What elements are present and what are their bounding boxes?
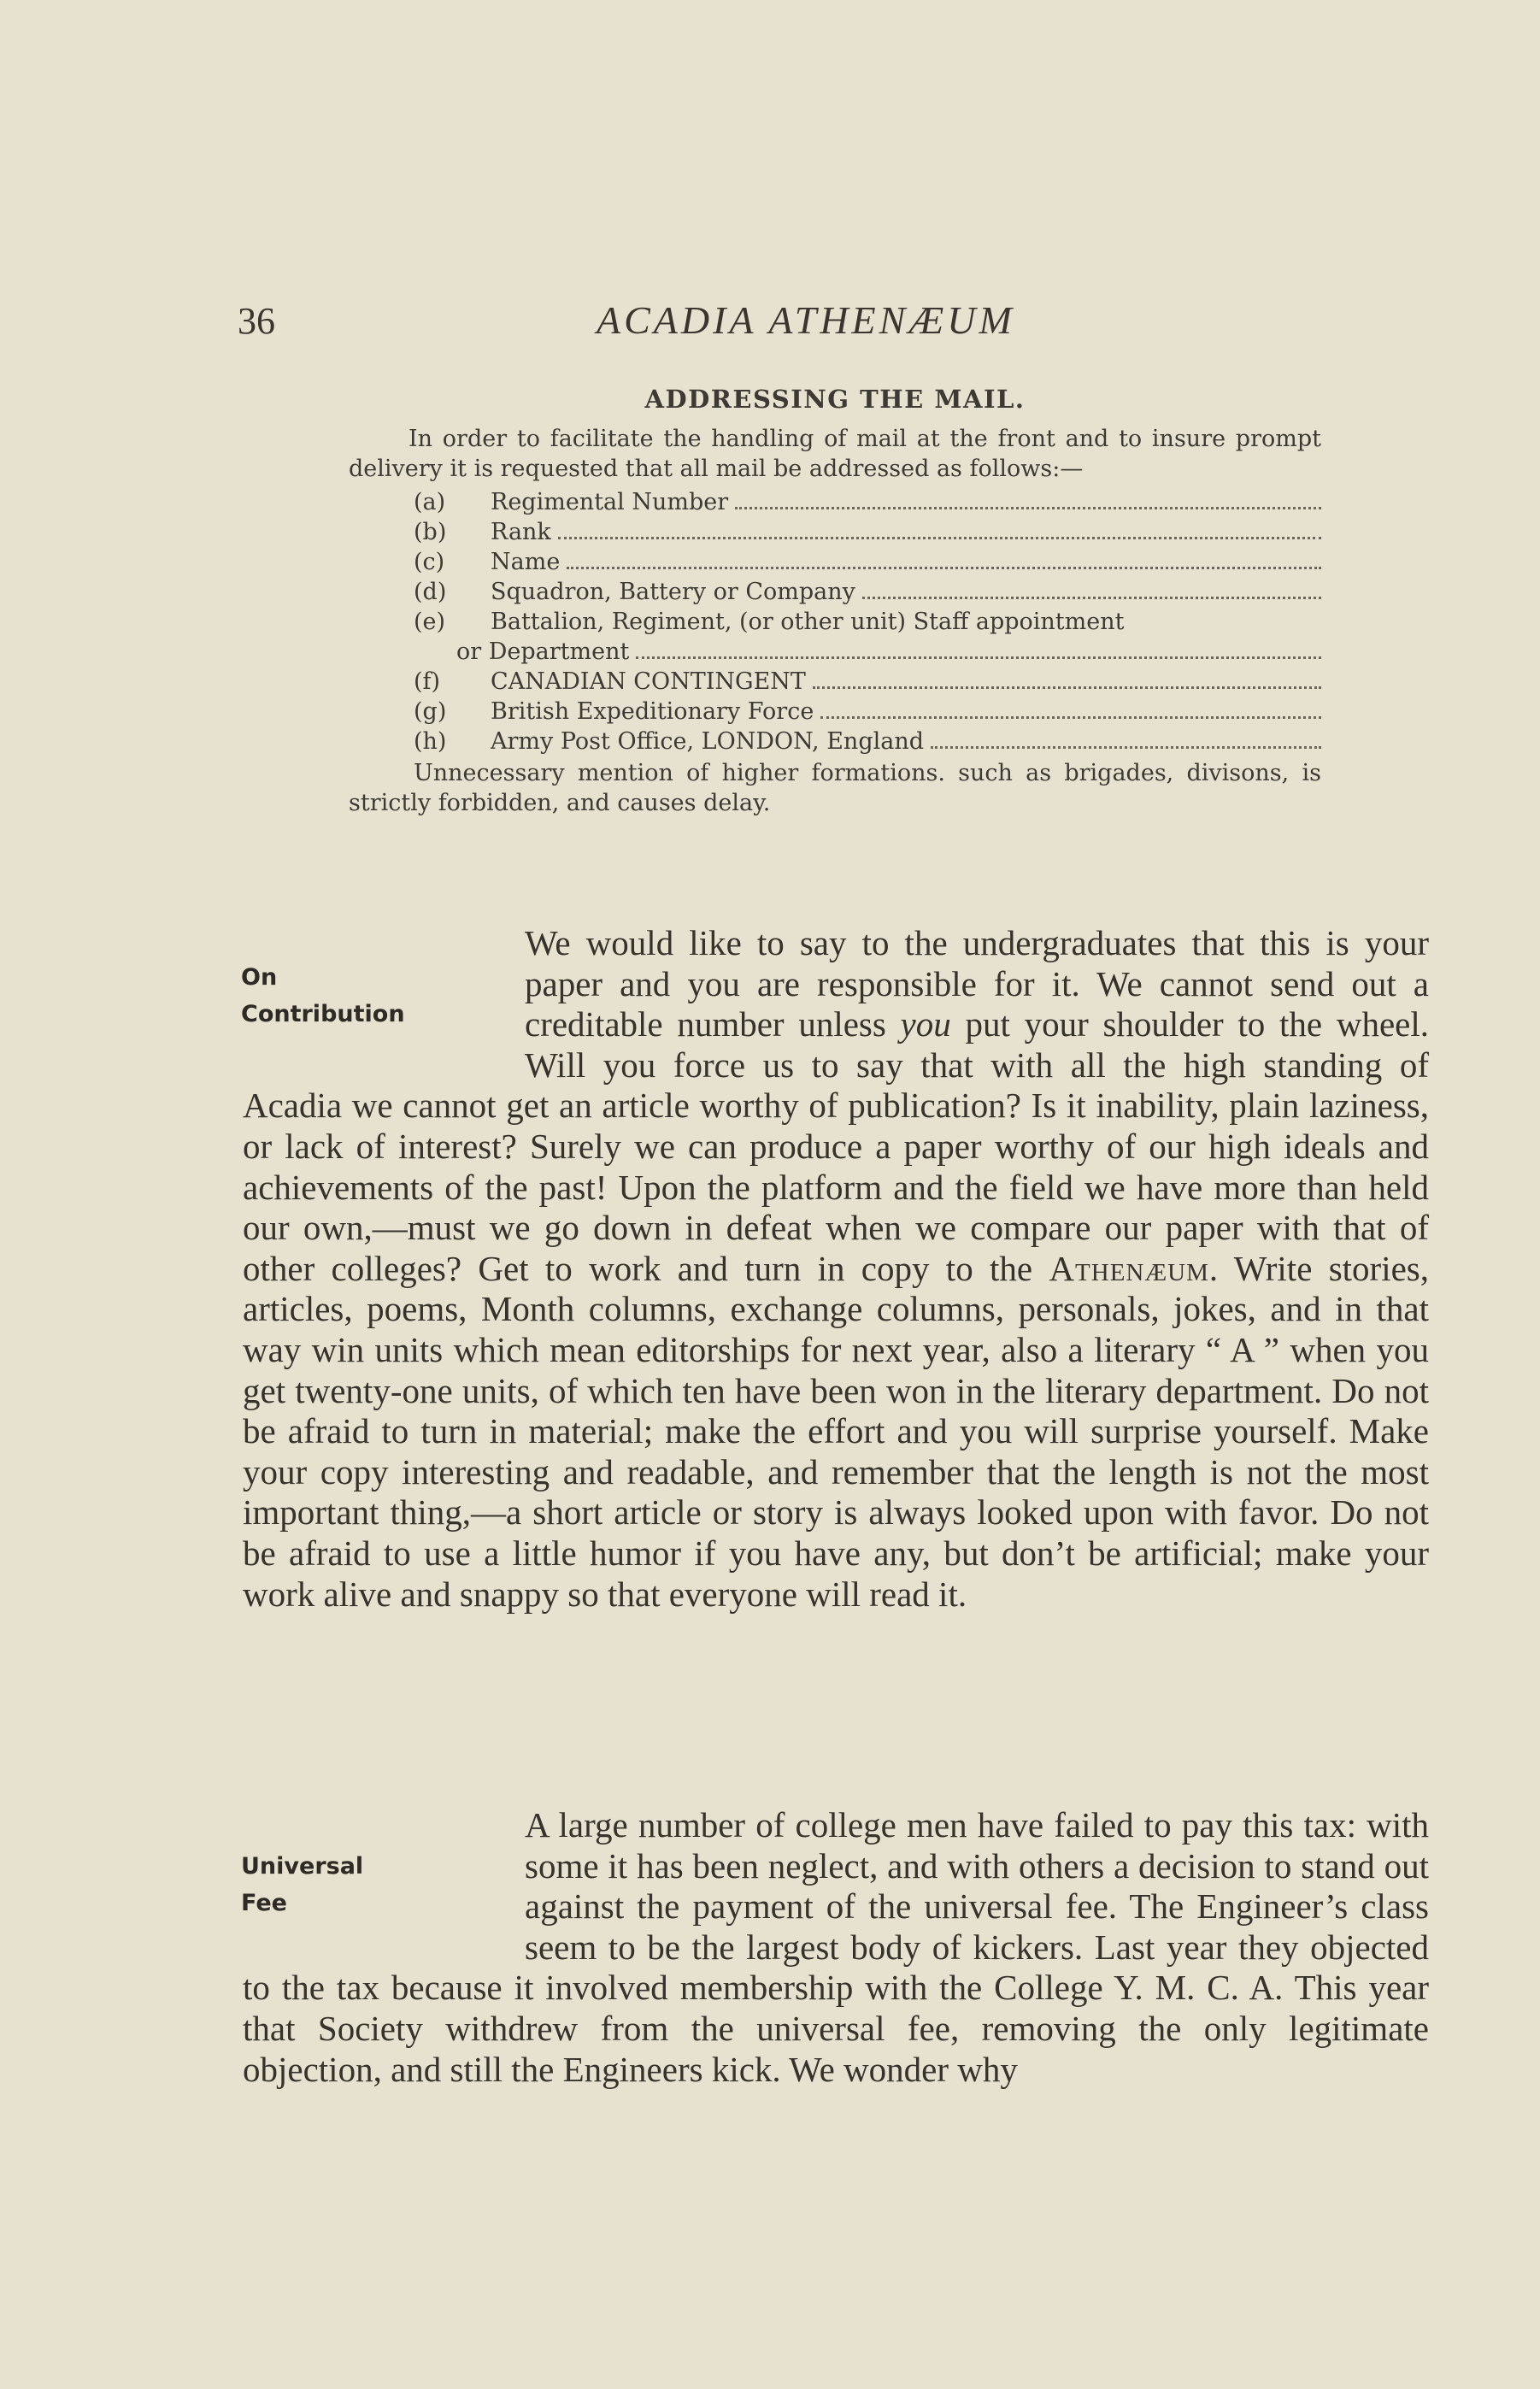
item-text: Name: [491, 549, 561, 575]
notice-footer: Unnecessary mention of higher formations. such as brigades, divisons, is strictly forbidden, and causes delay.: [349, 760, 1321, 816]
dot-leader: [558, 537, 1321, 539]
item-text: British Expeditionary Force: [491, 698, 814, 725]
dot-leader: [636, 656, 1321, 659]
dot-leader: [735, 507, 1321, 509]
item-text: Army Post Office, LONDON, England: [491, 728, 925, 755]
address-item: [349, 697, 1321, 727]
item-text: CANADIAN CONTINGENT: [491, 668, 806, 695]
side-note-line: On: [241, 964, 278, 991]
universal-fee-paragraph: [243, 1805, 1429, 2090]
item-letter: (e): [414, 609, 446, 635]
item-letter: (c): [414, 549, 445, 575]
item-letter: (d): [414, 579, 447, 605]
address-item: [349, 727, 1321, 756]
journal-name-smallcaps: Athenæum: [1049, 1248, 1209, 1288]
dot-leader: [567, 567, 1321, 569]
item-text: Battalion, Regiment, (or other unit) Staff appointment: [491, 609, 1125, 635]
address-item: [349, 517, 1321, 547]
dot-leader: [813, 686, 1321, 689]
side-note-line: Fee: [241, 1890, 287, 1916]
address-item: [349, 487, 1321, 517]
contribution-emphasis: you: [900, 1004, 951, 1044]
side-note-indent: [243, 1805, 525, 1968]
address-item: [349, 667, 1321, 697]
item-letter: (a): [414, 489, 446, 515]
notice-heading: ADDRESSING THE MAIL.: [644, 385, 1026, 414]
contribution-paragraph: [243, 923, 1429, 1615]
dot-leader: [820, 716, 1321, 719]
mail-notice: [349, 385, 1321, 818]
dot-leader: [931, 746, 1321, 749]
universal-fee-text: A large number of college men have failed to pay this tax: with some it has been neglect, and with others a decision to stand out against the payment of the universal fee. The Engineer’s class seem to be the largest body of kickers. Last year they objected to the tax because it involved membership with the College Y. M. C. A. This year that Society withdrew from the universal fee, removing the only legitimate objection, and still the Engineers kick. We wonder why: [243, 1805, 1429, 2089]
address-list: [349, 487, 1321, 756]
address-item: [349, 547, 1321, 577]
item-text: Squadron, Battery or Company: [491, 579, 855, 605]
item-continuation: or Department: [456, 638, 630, 665]
side-note-line: Contribution: [241, 1001, 405, 1027]
item-letter: (g): [414, 698, 447, 725]
side-note-line: Universal: [241, 1853, 364, 1880]
contribution-text-part2: put your shoulder to the wheel. Will you force us to say that with all the high standing of Acadia we cannot get an article worthy of publication? Is it inability, plain laziness, or lack of interest? Surely we can produce a paper worthy of our high ideals and achievements of the past! Upon the platform and the field we have more than held our own,—must we go down in defeat when we compare our paper with that of other colleges? Get to work and turn in copy to the: [243, 1004, 1429, 1288]
item-letter: (f): [414, 668, 441, 695]
page-number: 36: [238, 300, 275, 342]
contribution-text-part1: We would like to say to the undergraduates that this is your paper and you are responsible for it. We cannot send out a creditable number unless: [525, 923, 1429, 1044]
address-item: [349, 607, 1321, 667]
item-letter: (h): [414, 728, 447, 755]
side-note-indent: [243, 923, 525, 1086]
dot-leader: [862, 597, 1321, 599]
item-text: Rank: [491, 519, 551, 545]
address-item: [349, 577, 1321, 607]
notice-intro: In order to facilitate the handling of mail at the front and to insure prompt delivery it is requested that all mail be addressed as follows:—: [349, 426, 1321, 482]
item-letter: (b): [414, 519, 447, 545]
item-text: Regimental Number: [491, 489, 729, 515]
running-title: ACADIA ATHENÆUM: [597, 298, 1015, 342]
contribution-text-part3: . Write stories, articles, poems, Month columns, exchange columns, personals, jokes, and in that way win units which mean editorships for next year, also a literary “ A ” when you get twenty-one units, of which ten have been won in the literary department. Do not be afraid to turn in material; make the effort and you will surprise yourself. Make your copy interesting and readable, and remember that the length is not the most important thing,—a short article or story is always looked upon with favor. Do not be afraid to use a little humor if you have any, but don’t be artificial; make your work alive and snappy so that everyone will read it.: [243, 1248, 1430, 1614]
